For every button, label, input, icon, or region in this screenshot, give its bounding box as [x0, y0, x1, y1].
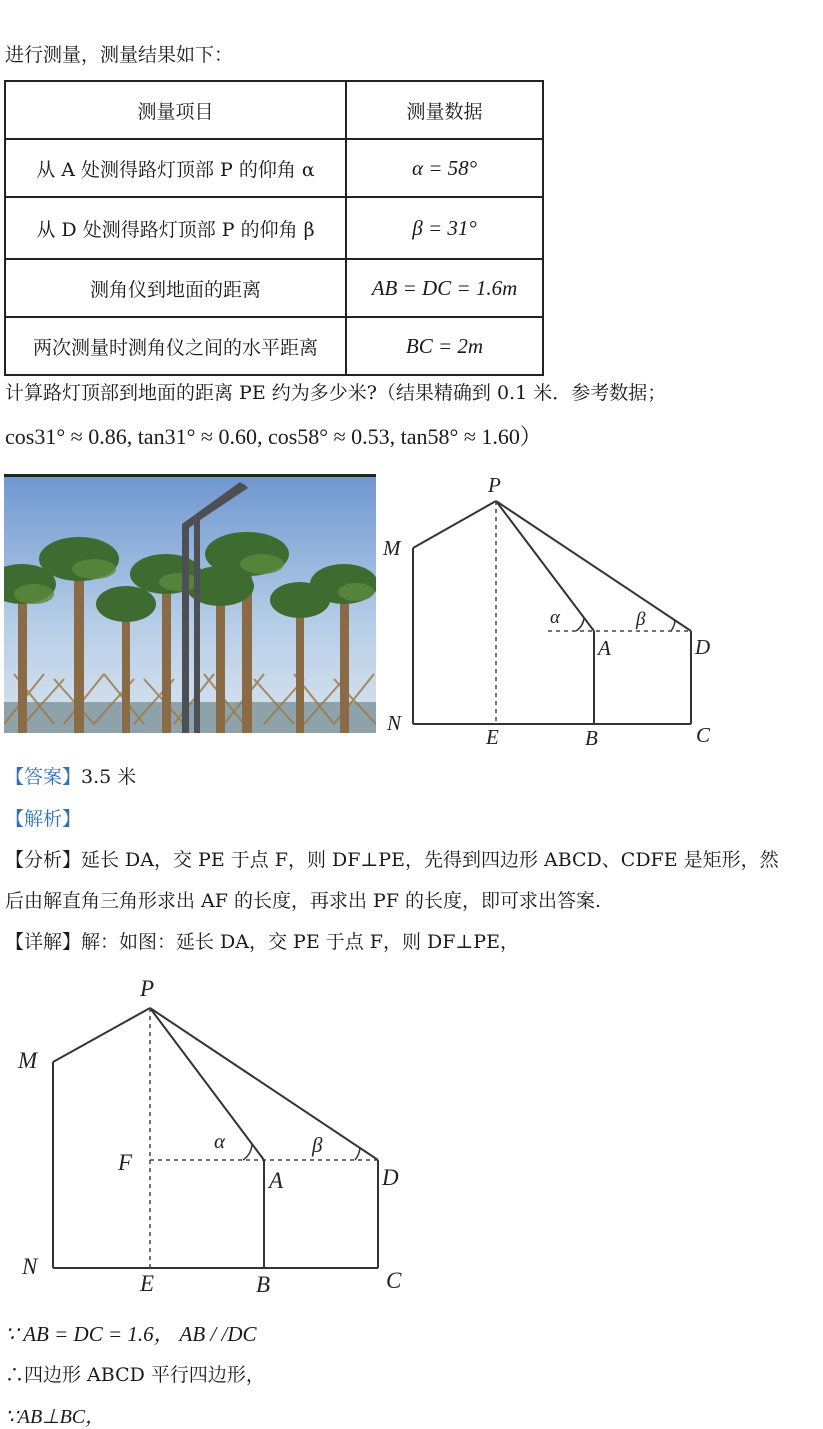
line-MP	[413, 501, 496, 548]
table-row	[5, 259, 543, 317]
table-header-row	[5, 81, 543, 139]
figure-2-diagram	[10, 968, 420, 1303]
label-B: B	[585, 726, 598, 750]
label-E: E	[140, 1271, 155, 1296]
label-C: C	[696, 723, 711, 747]
intro-text: 进行测量，测量结果如下：	[5, 44, 234, 66]
line-PA	[150, 1008, 264, 1160]
measurement-table	[4, 80, 544, 376]
xiangjie-tag: 【详解】	[5, 931, 82, 953]
label-M: M	[383, 536, 401, 560]
street-lamp-photo	[4, 474, 376, 733]
table-cell-item: 从 D 处测得路灯顶部 P 的仰角 β	[5, 197, 346, 259]
fenxi-line-2: 后由解直角三角形求出 AF 的长度，再求出 PF 的长度，即可求出答案.	[5, 890, 602, 912]
table-cell-item: 两次测量时测角仪之间的水平距离	[5, 317, 346, 375]
photo-illustration	[4, 474, 376, 733]
step-2: ∴四边形 ABCD 平行四边形，	[5, 1364, 265, 1386]
label-P: P	[140, 976, 155, 1001]
table-cell-value: AB = DC = 1.6m	[346, 259, 543, 317]
label-E: E	[486, 725, 499, 749]
label-N: N	[387, 711, 402, 735]
label-alpha: α	[550, 607, 560, 628]
table-header-value: 测量数据	[346, 81, 543, 139]
label-N: N	[22, 1254, 38, 1279]
label-B: B	[256, 1272, 271, 1297]
line-PD	[496, 501, 691, 631]
alpha-arc	[243, 1144, 252, 1160]
label-alpha: α	[214, 1129, 226, 1153]
answer-line	[5, 762, 136, 789]
alpha-arc	[576, 618, 584, 631]
fenxi-line-1	[5, 845, 779, 872]
beta-arc	[355, 1148, 360, 1160]
label-C: C	[386, 1268, 402, 1293]
table-cell-item: 测角仪到地面的距离	[5, 259, 346, 317]
table-row	[5, 197, 543, 259]
fenxi-tag: 【分析】	[5, 849, 82, 871]
table-cell-value: β = 31°	[346, 197, 543, 259]
xiangjie-line	[5, 927, 519, 954]
label-P: P	[488, 473, 501, 497]
label-D: D	[382, 1165, 399, 1190]
beta-arc	[671, 620, 675, 631]
line-PA	[496, 501, 594, 631]
question-line-1: 计算路灯顶部到地面的距离 PE 约为多少米?（结果精确到 0.1 米．参考数据；	[5, 382, 667, 404]
label-M: M	[18, 1048, 38, 1073]
table-cell-value: BC = 2m	[346, 317, 543, 375]
answer-text: 3.5 米	[81, 766, 137, 788]
fenxi-text-1: 延长 DA，交 PE 于点 F，则 DF⊥PE，先得到四边形 ABCD、CDFE 是矩形，然	[81, 849, 779, 871]
label-F: F	[118, 1150, 133, 1175]
line-PD	[150, 1008, 378, 1160]
xiangjie-text: 解：如图：延长 DA，交 PE 于点 F，则 DF⊥PE，	[81, 931, 519, 953]
table-header-item: 测量项目	[5, 81, 346, 139]
label-beta: β	[312, 1133, 323, 1157]
label-A: A	[598, 636, 611, 660]
line-MP	[53, 1008, 150, 1062]
label-beta: β	[636, 609, 646, 630]
step-3: ∵AB⊥BC，	[5, 1406, 106, 1428]
step-1: ∵ AB = DC = 1.6， AB / /DC	[5, 1322, 257, 1346]
figure-1-diagram	[378, 468, 723, 753]
question-line-2: cos31° ≈ 0.86, tan31° ≈ 0.60, cos58° ≈ 0.53, tan58° ≈ 1.60）	[5, 424, 542, 449]
table-cell-item: 从 A 处测得路灯顶部 P 的仰角 α	[5, 139, 346, 197]
table-cell-value: α = 58°	[346, 139, 543, 197]
answer-tag: 【答案】	[5, 766, 82, 788]
label-A: A	[269, 1168, 284, 1193]
label-D: D	[695, 635, 711, 659]
analysis-tag: 【解析】	[5, 808, 82, 830]
table-row	[5, 139, 543, 197]
table-row	[5, 317, 543, 375]
